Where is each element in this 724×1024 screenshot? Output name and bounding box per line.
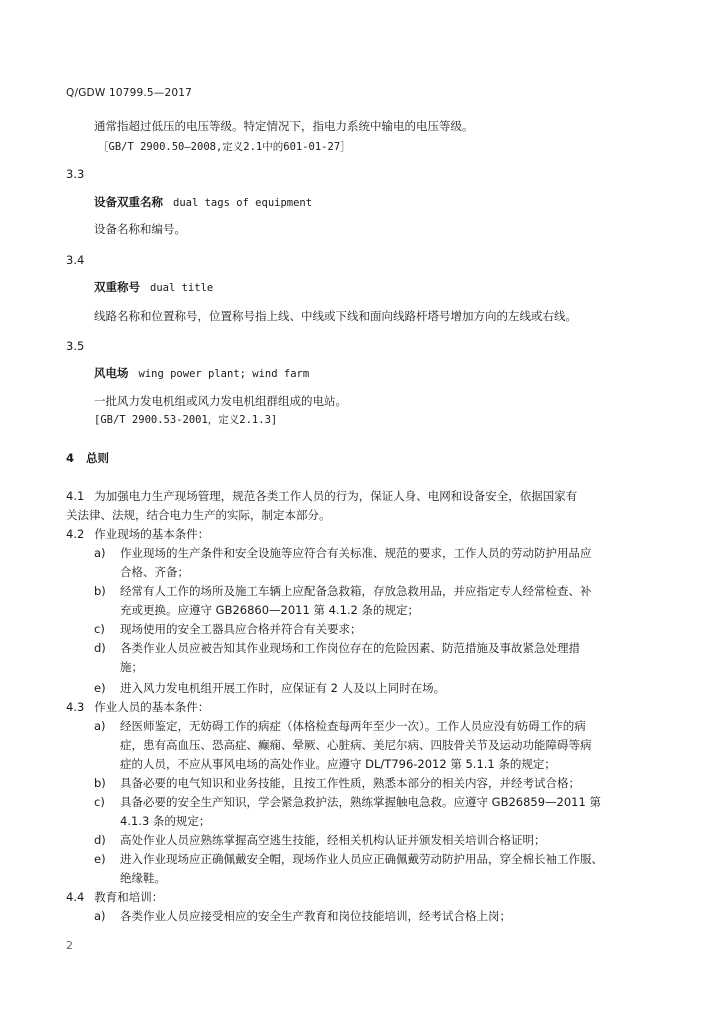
list-marker: d) — [94, 833, 106, 847]
list-item-text: 作业现场的生产条件和安全设施等应符合有关标准、规范的要求，工作人员的劳动防护用品应 — [120, 546, 592, 560]
list-item-text: 进入风力发电机组开展工作时，应保证有 2 人及以上同时在场。 — [120, 681, 446, 695]
reference-text: ［GB/T 2900.50—2008,定义2.1中的601-01-27］ — [98, 141, 351, 153]
list-marker: e) — [94, 681, 106, 695]
clause-number: 4.2 — [66, 527, 85, 541]
definition-text: 通常指超过低压的电压等级。特定情况下，指电力系统中输电的电压等级。 — [94, 119, 474, 133]
clause-number: 3.5 — [66, 339, 85, 353]
term-cn: 双重称号 — [94, 280, 140, 294]
term-heading — [94, 194, 312, 211]
list-marker: e) — [94, 852, 106, 866]
list-item-text: 具备必要的安全生产知识，学会紧急救护法，熟练掌握触电急救。应遵守 GB26859—2011 第 — [120, 795, 601, 809]
term-cn: 设备双重名称 — [94, 195, 163, 209]
list-marker: d) — [94, 641, 106, 655]
clause-number: 4.1 — [66, 489, 85, 503]
clause-line — [66, 488, 577, 504]
term-en: dual title — [150, 282, 214, 294]
clause-number: 4.3 — [66, 700, 85, 714]
clause-title: 作业现场的基本条件： — [94, 527, 210, 541]
clause-number: 3.4 — [66, 253, 85, 267]
list-item-text: 症的人员，不应从事风电场的高处作业。应遵守 DL/T796-2012 第 5.1.1 条的规定； — [120, 757, 556, 771]
clause-line — [66, 699, 209, 715]
list-item-text: 症，患有高血压、恐高症、癫痫、晕厥、心脏病、美尼尔病、四肢骨关节及运动功能障碍等病 — [120, 738, 592, 752]
clause-title: 教育和培训： — [94, 890, 164, 904]
clause-line — [66, 526, 209, 542]
clause-text: 关法律、法规，结合电力生产的实际，制定本部分。 — [66, 508, 331, 522]
clause-number: 3.3 — [66, 167, 85, 181]
term-heading — [94, 279, 213, 296]
reference-text: [GB/T 2900.53-2001，定义2.1.3] — [94, 414, 278, 426]
list-item-text: 高处作业人员应熟练掌握高空逃生技能，经相关机构认证并颁发相关培训合格证明； — [120, 833, 546, 847]
chapter-title: 总则 — [86, 451, 110, 465]
list-item-text: 合格、齐备； — [120, 565, 189, 579]
list-item-text: 经常有人工作的场所及施工车辆上应配备急救箱，存放急救用品，并应指定专人经常检查、补 — [120, 584, 592, 598]
clause-number: 4.4 — [66, 890, 85, 904]
definition-text: 设备名称和编号。 — [94, 222, 186, 236]
list-marker: a) — [94, 909, 106, 923]
definition-text: 线路名称和位置称号，位置称号指上线、中线或下线和面向线路杆塔号增加方向的左线或右线。 — [94, 309, 577, 323]
list-item-text: 施； — [120, 660, 143, 674]
chapter-number: 4 — [66, 451, 75, 465]
term-en: wing power plant; wind farm — [138, 368, 310, 380]
clause-text: 为加强电力生产现场管理，规范各类工作人员的行为，保证人身、电网和设备安全，依据国家有 — [94, 489, 578, 503]
list-item-text: 经医师鉴定，无妨碍工作的病症（体格检查每两年至少一次）。工作人员应没有妨碍工作的病 — [120, 719, 586, 733]
list-marker: b) — [94, 776, 106, 790]
list-item-text: 4.1.3 条的规定； — [120, 814, 211, 828]
list-item-text: 进入作业现场应正确佩戴安全帽，现场作业人员应正确佩戴劳动防护用品，穿全棉长袖工作服、 — [120, 852, 603, 866]
list-item-text: 现场使用的安全工器具应合格并符合有关要求； — [120, 622, 362, 636]
list-item-text: 绝缘鞋。 — [120, 871, 166, 885]
list-item-text: 各类作业人员应接受相应的安全生产教育和岗位技能培训，经考试合格上岗； — [120, 909, 511, 923]
list-marker: b) — [94, 584, 106, 598]
list-marker: c) — [94, 622, 105, 636]
term-cn: 风电场 — [94, 366, 129, 380]
definition-text: 一批风力发电机组或风力发电机组群组成的电站。 — [94, 394, 347, 408]
clause-line — [66, 889, 163, 905]
list-marker: a) — [94, 719, 106, 733]
clause-title: 作业人员的基本条件： — [94, 700, 210, 714]
page-number: 2 — [66, 939, 73, 952]
chapter-heading — [66, 450, 109, 466]
term-en: dual tags of equipment — [173, 197, 313, 209]
list-item-text: 具备必要的电气知识和业务技能，且按工作性质，熟悉本部分的相关内容，并经考试合格； — [120, 776, 580, 790]
list-item-text: 充或更换。应遵守 GB26860—2011 第 4.1.2 条的规定； — [120, 603, 420, 617]
list-marker: a) — [94, 546, 106, 560]
list-marker: c) — [94, 795, 105, 809]
standard-code-header: Q/GDW 10799.5—2017 — [66, 87, 192, 99]
term-heading — [94, 365, 309, 382]
list-item-text: 各类作业人员应被告知其作业现场和工作岗位存在的危险因素、防范措施及事故紧急处理措 — [120, 641, 580, 655]
